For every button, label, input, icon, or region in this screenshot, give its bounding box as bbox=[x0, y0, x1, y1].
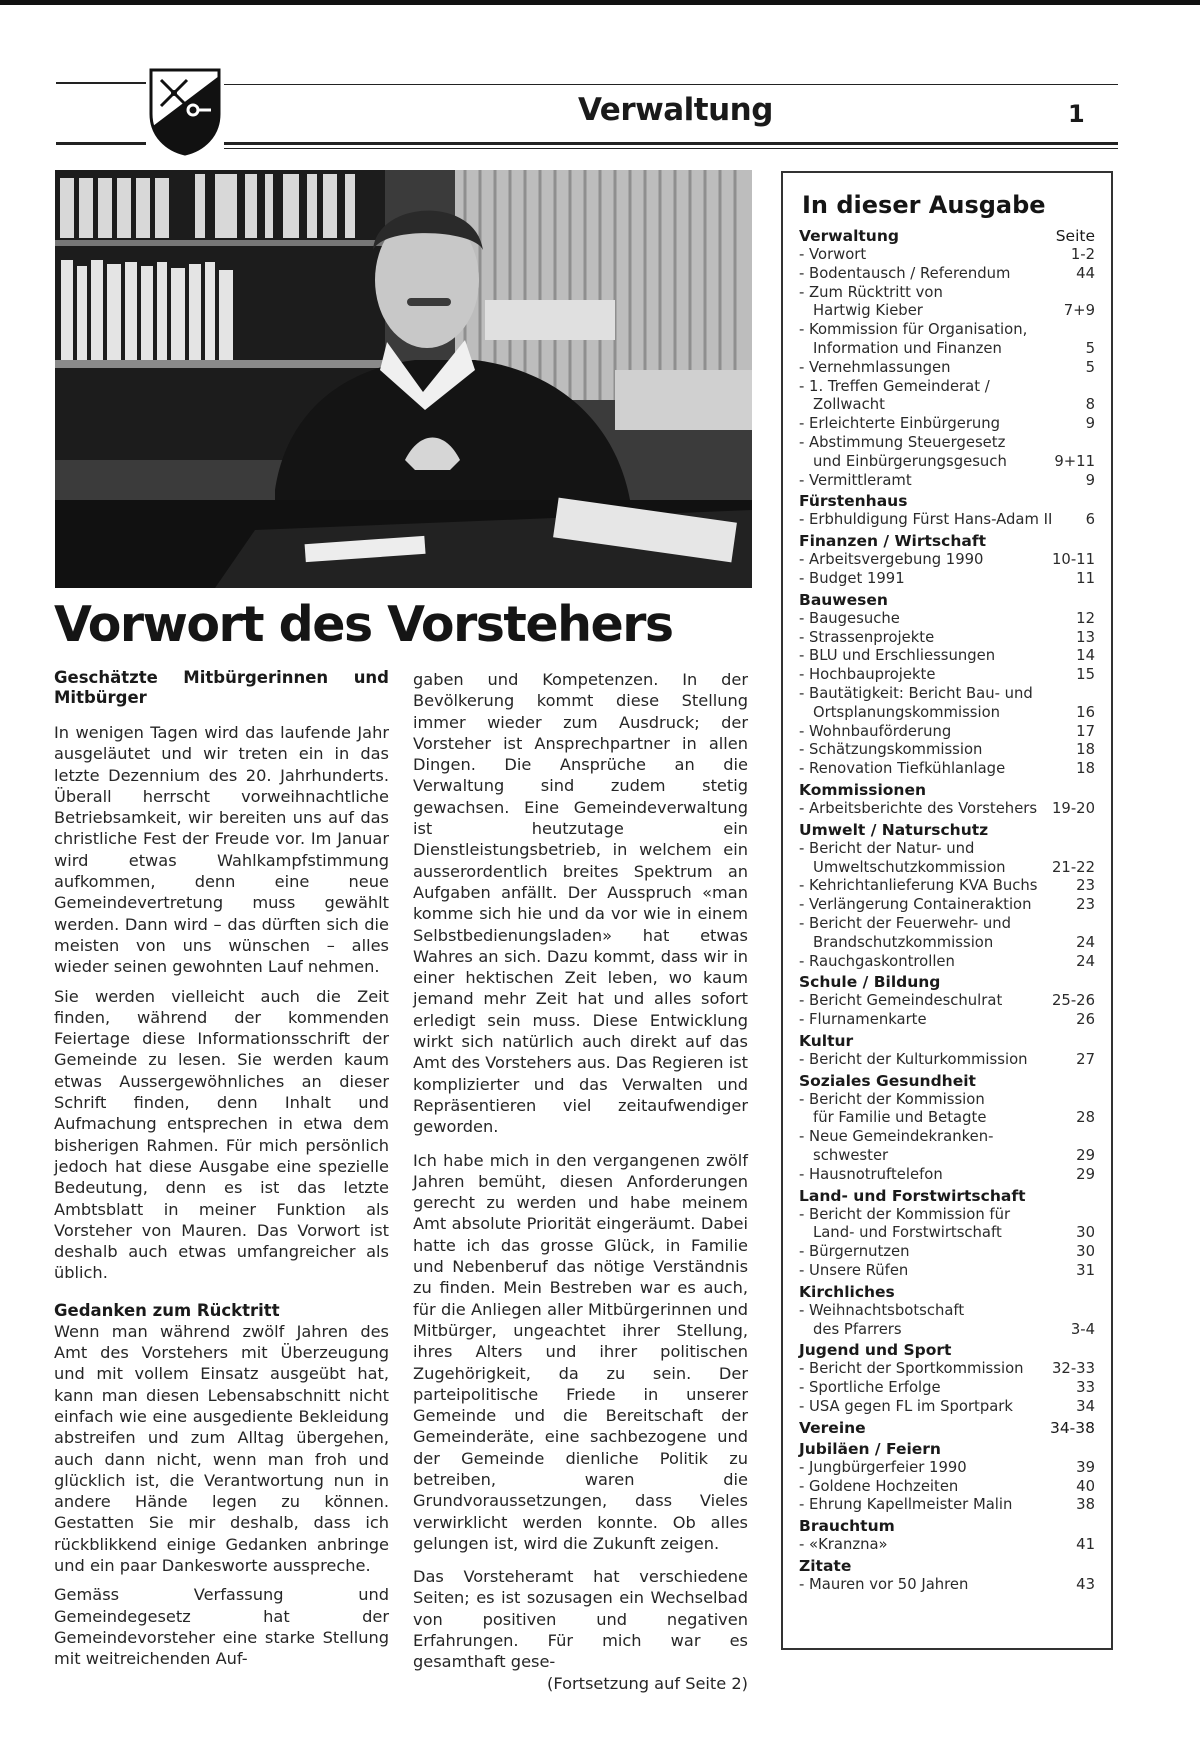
toc-section-heading bbox=[799, 1032, 1095, 1051]
toc-entry bbox=[799, 511, 1095, 530]
toc-entry bbox=[799, 647, 1095, 666]
toc-entry-title: - Wohnbauförderung bbox=[799, 722, 952, 740]
toc-section-heading bbox=[799, 1187, 1095, 1206]
toc-section-heading bbox=[799, 1557, 1095, 1576]
toc-section-heading bbox=[799, 1072, 1095, 1091]
toc-entry-page: 18 bbox=[1076, 760, 1095, 778]
toc-list bbox=[799, 227, 1095, 1595]
toc-entry bbox=[799, 1536, 1095, 1555]
toc-section-name: Land- und Forstwirtschaft bbox=[799, 1186, 1026, 1205]
toc-entry-title: - Bericht der Kulturkommission bbox=[799, 1050, 1028, 1068]
article-column-1 bbox=[54, 668, 389, 1677]
toc-entry-title: - Goldene Hochzeiten bbox=[799, 1477, 959, 1495]
toc-entry-page: 24 bbox=[1076, 933, 1095, 951]
toc-entry bbox=[799, 359, 1095, 378]
toc-entry-title: - Erbhuldigung Fürst Hans-Adam II bbox=[799, 511, 1053, 529]
article-paragraph: Gemäss Verfassung und Gemeindegesetz hat der Gemeindevorsteher eine starke Stellung mit weitreichenden Auf- bbox=[54, 1585, 389, 1669]
toc-entry bbox=[799, 1398, 1095, 1417]
toc-entry-title: - Baugesuche bbox=[799, 609, 900, 627]
toc-entry bbox=[799, 1360, 1095, 1379]
toc-entry-page: 21-22 bbox=[1052, 858, 1095, 876]
toc-entry-title: - Jungbürgerfeier 1990 bbox=[799, 1458, 967, 1476]
toc-section-name: Verwaltung bbox=[799, 227, 899, 245]
toc-entry-page: 10-11 bbox=[1052, 551, 1095, 569]
toc-entry bbox=[799, 610, 1095, 629]
toc-entry-page: 9+11 bbox=[1054, 452, 1095, 470]
toc-entry bbox=[799, 1576, 1095, 1595]
page-number: 1 bbox=[1068, 100, 1085, 128]
toc-entry bbox=[799, 1166, 1095, 1185]
toc-section-heading bbox=[799, 492, 1095, 511]
toc-entry-page: 29 bbox=[1076, 1147, 1095, 1165]
toc-entry-title: - Kommission für Organisation, Information und Finanzen bbox=[799, 321, 1028, 357]
toc-entry-title: - Arbeitsvergebung 1990 bbox=[799, 551, 984, 569]
toc-entry bbox=[799, 1243, 1095, 1262]
table-of-contents bbox=[781, 171, 1113, 1650]
header-rule-right-bottom-thin bbox=[224, 148, 1118, 149]
toc-entry-page: 40 bbox=[1076, 1477, 1095, 1495]
toc-entry bbox=[799, 685, 1095, 723]
toc-section-heading bbox=[799, 227, 1095, 246]
toc-section-name: Kultur bbox=[799, 1031, 854, 1050]
toc-entry-title: - Bericht Gemeindeschulrat bbox=[799, 992, 1003, 1010]
toc-entry-page: 25-26 bbox=[1052, 992, 1095, 1010]
toc-entry-title: - Zum Rücktritt von Hartwig Kieber bbox=[799, 283, 943, 320]
toc-entry-title: - Bericht der Kommission für Land- und Forstwirtschaft bbox=[799, 1205, 1011, 1242]
header-rule-left-top bbox=[56, 82, 146, 84]
toc-section-heading bbox=[799, 1341, 1095, 1360]
toc-section-name: Finanzen / Wirtschaft bbox=[799, 532, 986, 551]
toc-entry-title: - Ehrung Kapellmeister Malin bbox=[799, 1496, 1013, 1514]
toc-entry-title: - Renovation Tiefkühlanlage bbox=[799, 760, 1006, 778]
toc-entry-page: 44 bbox=[1076, 264, 1095, 282]
toc-entry-page: 32-33 bbox=[1052, 1360, 1095, 1378]
toc-entry-page: 15 bbox=[1076, 666, 1095, 684]
toc-entry-page: 27 bbox=[1076, 1050, 1095, 1068]
toc-entry bbox=[799, 284, 1095, 322]
toc-entry-page: 16 bbox=[1076, 703, 1095, 721]
toc-entry-page: 30 bbox=[1076, 1224, 1095, 1242]
toc-entry-page: 31 bbox=[1076, 1262, 1095, 1280]
toc-section-heading bbox=[799, 781, 1095, 800]
toc-entry bbox=[799, 1128, 1095, 1166]
toc-entry-page: 9 bbox=[1085, 471, 1095, 489]
section-title: Verwaltung bbox=[578, 92, 773, 128]
toc-entry-page: 41 bbox=[1076, 1536, 1095, 1554]
toc-entry-title: - Unsere Rüfen bbox=[799, 1262, 909, 1280]
toc-entry bbox=[799, 1262, 1095, 1281]
article-paragraph: Sie werden vielleicht auch die Zeit finden, während der kommenden Feiertage diese Informationsschrift der Gemeinde zu lesen. Sie werden kaum etwas Aussergewöhnliches an dieser Schrift finden, denn Inhalt und Aufmachung entsprechen in etwa dem bisherigen Rahmen. Für mich persönlich jedoch hat diese Ausgabe eine spezielle Bedeutung, denn es ist das letzte Ambtsblatt in meiner Funktion als Vorsteher von Mauren. Das Vorwort ist deshalb auch etwas umfangreicher als üblich. bbox=[54, 986, 389, 1283]
toc-entry bbox=[799, 953, 1095, 972]
toc-section-heading bbox=[799, 1283, 1095, 1302]
toc-entry-title: - BLU und Erschliessungen bbox=[799, 647, 996, 665]
toc-section-page: 34-38 bbox=[1049, 1418, 1095, 1437]
toc-title: In dieser Ausgabe bbox=[802, 191, 1046, 219]
toc-entry bbox=[799, 992, 1095, 1011]
toc-entry-title: - 1. Treffen Gemeinderat / Zollwacht bbox=[799, 377, 990, 414]
toc-entry-page: 9 bbox=[1085, 415, 1095, 433]
toc-entry-page: 5 bbox=[1085, 358, 1095, 376]
toc-entry-page: 5 bbox=[1085, 339, 1095, 357]
toc-entry-page: 24 bbox=[1076, 952, 1095, 970]
toc-entry-title: - Erleichterte Einbürgerung bbox=[799, 415, 1001, 433]
toc-entry-page: 12 bbox=[1076, 609, 1095, 627]
toc-section-name: Brauchtum bbox=[799, 1517, 895, 1536]
toc-section-name: Schule / Bildung bbox=[799, 973, 941, 992]
toc-entry-page: 39 bbox=[1076, 1458, 1095, 1476]
toc-entry-title: - Arbeitsberichte des Vorstehers bbox=[799, 799, 1038, 817]
toc-entry-page: 29 bbox=[1076, 1165, 1095, 1183]
toc-entry-title: - Hausnotruftelefon bbox=[799, 1165, 943, 1183]
toc-entry bbox=[799, 1459, 1095, 1478]
toc-entry-title: - Neue Gemeindekranken- schwester bbox=[799, 1128, 994, 1165]
toc-entry bbox=[799, 1091, 1095, 1129]
toc-section-heading bbox=[799, 532, 1095, 551]
toc-entry-title: - Bautätigkeit: Bericht Bau- und Ortsplanungskommission bbox=[799, 684, 1033, 721]
toc-entry-page: 11 bbox=[1076, 569, 1095, 587]
article-headline: Vorwort des Vorstehers bbox=[54, 596, 673, 653]
toc-entry-title: - Vorwort bbox=[799, 246, 867, 263]
toc-entry-page: 18 bbox=[1076, 741, 1095, 759]
toc-entry-title: - Bericht der Natur- und Umweltschutzkommission bbox=[799, 839, 1006, 876]
toc-entry bbox=[799, 915, 1095, 953]
toc-entry-title: - Verlängerung Containeraktion bbox=[799, 896, 1032, 914]
toc-entry bbox=[799, 1379, 1095, 1398]
toc-entry bbox=[799, 800, 1095, 819]
toc-section-name: Jubiläen / Feiern bbox=[799, 1439, 941, 1458]
toc-entry-title: - Kehrichtanlieferung KVA Buchs bbox=[799, 877, 1038, 895]
toc-entry-page: 23 bbox=[1076, 877, 1095, 895]
toc-entry-title: - Budget 1991 bbox=[799, 569, 905, 587]
toc-entry-title: - Abstimmung Steuergesetz und Einbürgerungsgesuch bbox=[799, 433, 1007, 470]
toc-section-name: Vereine bbox=[799, 1418, 866, 1437]
toc-entry-title: - Flurnamenkarte bbox=[799, 1011, 927, 1029]
toc-section-heading bbox=[799, 821, 1095, 840]
toc-entry-page: 33 bbox=[1076, 1379, 1095, 1397]
toc-entry-title: - Mauren vor 50 Jahren bbox=[799, 1576, 969, 1594]
toc-entry bbox=[799, 1206, 1095, 1244]
toc-entry-page: 8 bbox=[1085, 396, 1095, 414]
toc-entry bbox=[799, 629, 1095, 648]
toc-entry bbox=[799, 434, 1095, 472]
toc-entry bbox=[799, 1496, 1095, 1515]
article-paragraph: Wenn man während zwölf Jahren des Amt des Vorstehers mit Überzeugung und mit vollem Einsatz ausgeübt hat, kann man diesen Lebensabschnitt nicht einfach wie eine ausgediente Bekleidung abstreifen und zum Alltag übergehen, auch dann nicht, wenn man froh und glücklich ist, die Verantwortung nun in andere Hände legen zu können. Gestatten Sie mir deshalb, dass ich rückblikkend einige Gedanken anbringe und ein paar Dankesworte ausspreche. bbox=[54, 1321, 389, 1575]
toc-entry-title: - Bericht der Feuerwehr- und Brandschutzkommission bbox=[799, 914, 1012, 951]
toc-section-heading bbox=[799, 1419, 1095, 1438]
toc-entry-title: - USA gegen FL im Sportpark bbox=[799, 1398, 1013, 1416]
toc-section-name: Umwelt / Naturschutz bbox=[799, 820, 989, 839]
article-subheading: Gedanken zum Rücktritt bbox=[54, 1300, 280, 1320]
continuation-note: (Fortsetzung auf Seite 2) bbox=[547, 1673, 748, 1693]
toc-entry-page: 17 bbox=[1076, 722, 1095, 740]
toc-section-name: Bauwesen bbox=[799, 590, 888, 609]
toc-entry bbox=[799, 551, 1095, 570]
toc-entry-title: - Bodentausch / Referendum bbox=[799, 264, 1011, 282]
toc-entry bbox=[799, 321, 1095, 359]
toc-entry-page: 1-2 bbox=[1070, 246, 1095, 263]
toc-section-name: Kirchliches bbox=[799, 1282, 895, 1301]
toc-entry bbox=[799, 877, 1095, 896]
toc-entry-title: - «Kranzna» bbox=[799, 1536, 888, 1554]
toc-entry bbox=[799, 415, 1095, 434]
toc-entry-title: - Sportliche Erfolge bbox=[799, 1379, 941, 1397]
toc-entry-page: 14 bbox=[1076, 647, 1095, 665]
toc-entry-title: - Strassenprojekte bbox=[799, 628, 935, 646]
toc-entry bbox=[799, 1302, 1095, 1340]
toc-section-heading bbox=[799, 1440, 1095, 1459]
toc-entry-page: 43 bbox=[1076, 1576, 1095, 1594]
toc-entry bbox=[799, 246, 1095, 265]
toc-entry bbox=[799, 1051, 1095, 1070]
toc-entry bbox=[799, 378, 1095, 416]
toc-entry-title: - Bürgernutzen bbox=[799, 1243, 910, 1261]
header-rule-right-bottom bbox=[224, 142, 1118, 145]
toc-section-heading bbox=[799, 973, 1095, 992]
toc-entry bbox=[799, 570, 1095, 589]
toc-section-name: Fürstenhaus bbox=[799, 492, 908, 511]
toc-entry-title: - Bericht der Kommission für Familie und Betagte bbox=[799, 1090, 987, 1127]
toc-entry-page: 19-20 bbox=[1052, 799, 1095, 817]
toc-entry-page: 34 bbox=[1076, 1398, 1095, 1416]
toc-entry bbox=[799, 265, 1095, 284]
article-paragraph: Das Vorsteheramt hat verschiedene Seiten; es ist sozusagen ein Wechselbad von positiven und negativen Erfahrungen. Für mich war es gesamthaft gese- bbox=[413, 1567, 748, 1672]
portrait-photo bbox=[55, 170, 752, 588]
toc-entry-page: 38 bbox=[1076, 1496, 1095, 1514]
article-column-2 bbox=[413, 669, 748, 1694]
toc-entry bbox=[799, 1011, 1095, 1030]
header-rule-right-top bbox=[224, 84, 1118, 85]
toc-section-heading bbox=[799, 591, 1095, 610]
toc-entry-page: 30 bbox=[1076, 1243, 1095, 1261]
toc-entry bbox=[799, 666, 1095, 685]
toc-entry bbox=[799, 1478, 1095, 1497]
article-salutation: Geschätzte Mitbürgerinnen und Mitbürger bbox=[54, 668, 389, 707]
article-paragraph: Ich habe mich in den vergangenen zwölf Jahren bemüht, diesen Anforderungen gerecht zu werden und habe meinem Amt absolute Priorität eingeräumt. Dabei hatte ich das grosse Glück, in Familie und Nebenberuf das nötige Verständnis zu finden. Mein Bestreben war es auch, für die Anliegen aller Mitbürgerinnen und Mitbürger, ungeachtet ihrer Stellung, ihres Alters und ihrer politischen Zugehörigkeit, da zu sein. Der parteipolitische Friede in unserer Gemeinde und die Bereitschaft der Gemeinderäte, eine sachbezogene und der Gemeinde dienliche Politik zu betreiben, waren die Grundvoraussetzungen, dass Vieles verwirklicht werden konnte. Ob alles gelungen ist, wird die Zukunft zeigen. bbox=[413, 1150, 748, 1553]
toc-entry bbox=[799, 723, 1095, 742]
coat-of-arms-icon bbox=[147, 66, 223, 156]
toc-entry-page: 3-4 bbox=[1070, 1320, 1095, 1338]
toc-entry bbox=[799, 760, 1095, 779]
toc-entry-page: 6 bbox=[1085, 511, 1095, 529]
header-rule-left-bottom bbox=[56, 142, 146, 145]
toc-entry bbox=[799, 472, 1095, 491]
toc-entry-page: 7+9 bbox=[1063, 302, 1095, 320]
toc-entry-title: - Vermittleramt bbox=[799, 471, 912, 489]
toc-entry-title: - Bericht der Sportkommission bbox=[799, 1360, 1024, 1378]
toc-entry-page: 28 bbox=[1076, 1109, 1095, 1127]
toc-entry bbox=[799, 741, 1095, 760]
article-paragraph: gaben und Kompetenzen. In der Bevölkerung kommt diese Stellung immer wieder zum Ausdruck; der Vorsteher ist Ansprechpartner in allen Dingen. Die Ansprüche an die Verwaltung sind zudem stetig gewachsen. Eine Gemeindeverwaltung ist heutzutage ein Dienstleistungsbetrieb, in welchem ein ausserordentlich breites Spektrum an Aufgaben anfällt. Der Ausspruch «man komme sich hie und da vor wie in einem Selbstbedienungsladen» hat etwas Wahres an sich. Dazu kommt, dass wir in einer hektischen Zeit leben, wo kaum jemand mehr Zeit hat und alles sofort erledigt sein muss. Diese Entwicklung wirkt sich natürlich auch direkt auf das Amt des Vorstehers aus. Das Regieren ist komplizierter und das Verwalten und Repräsentieren viel zeitaufwendiger geworden. bbox=[413, 670, 748, 1137]
toc-entry-title: - Weihnachtsbotschaft des Pfarrers bbox=[799, 1301, 965, 1338]
toc-section-name: Soziales Gesundheit bbox=[799, 1071, 976, 1090]
toc-section-page: Seite bbox=[1055, 227, 1095, 245]
toc-entry-title: - Vernehmlassungen bbox=[799, 358, 951, 376]
toc-entry-page: 26 bbox=[1076, 1011, 1095, 1029]
toc-section-name: Kommissionen bbox=[799, 780, 926, 799]
toc-entry-title: - Schätzungskommission bbox=[799, 741, 983, 759]
top-edge-bar bbox=[0, 0, 1200, 5]
toc-entry bbox=[799, 896, 1095, 915]
portrait-photo-illustration bbox=[55, 170, 752, 588]
toc-entry-title: - Rauchgaskontrollen bbox=[799, 952, 955, 970]
toc-entry-title: - Hochbauprojekte bbox=[799, 666, 936, 684]
toc-entry-page: 23 bbox=[1076, 896, 1095, 914]
toc-section-name: Zitate bbox=[799, 1557, 852, 1576]
toc-entry-page: 13 bbox=[1076, 628, 1095, 646]
toc-section-heading bbox=[799, 1517, 1095, 1536]
toc-entry bbox=[799, 840, 1095, 878]
toc-section-name: Jugend und Sport bbox=[799, 1341, 952, 1360]
article-paragraph: In wenigen Tagen wird das laufende Jahr ausgeläutet und wir treten ein in das letzte Dezennium des 20. Jahrhunderts. Überall herrscht vorweihnachtliche Betriebsamkeit, wir bereiten uns auf das christliche Fest der Freude vor. Im Januar wird etwas Wahlkampfstimmung aufkommen, denn eine neue Gemeindevertretung muss gewählt werden. Dann wird – das dürften sich die meisten von uns wünschen – alles wieder seinen gewohnten Lauf nehmen. bbox=[54, 723, 389, 977]
